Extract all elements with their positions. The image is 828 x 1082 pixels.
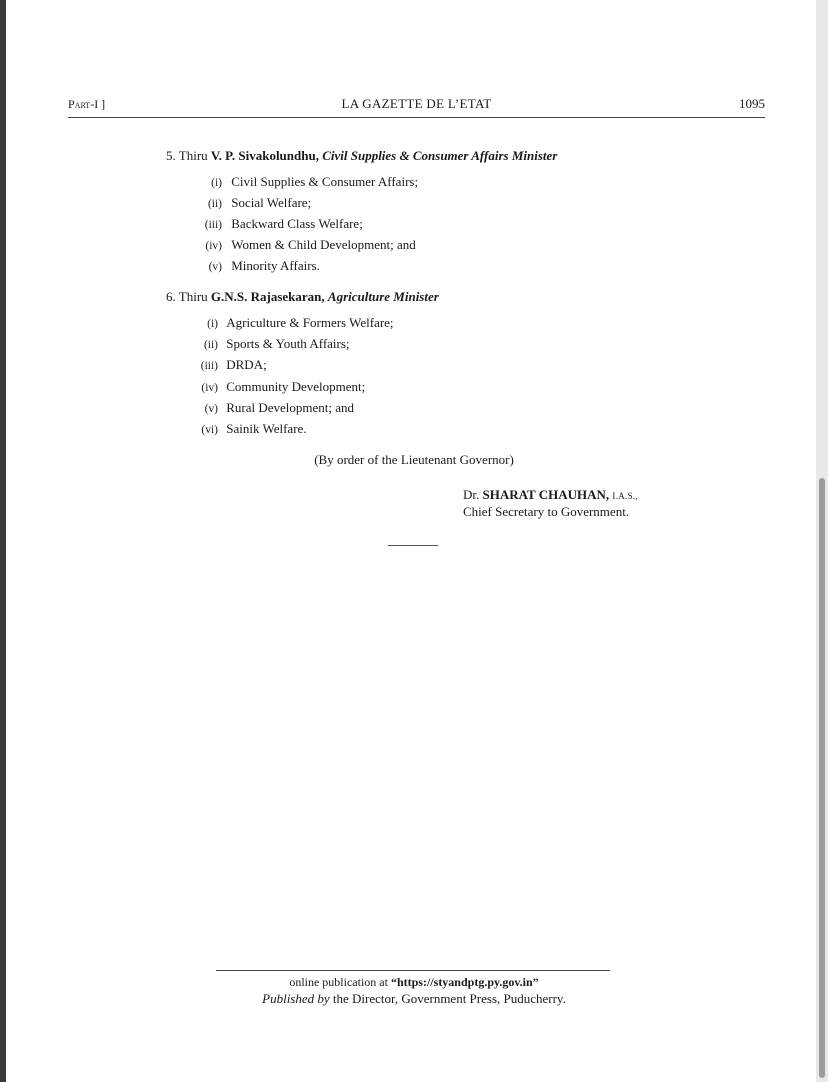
section-number: 6. <box>166 289 176 304</box>
item-number: (v) <box>208 261 222 273</box>
minister-role: Civil Supplies & Consumer Affairs Minister <box>322 148 558 163</box>
footer-divider <box>216 970 610 971</box>
minister-role: Agriculture Minister <box>327 289 439 304</box>
list-item <box>198 174 418 190</box>
item-number: (ii) <box>207 198 222 210</box>
section-6-heading <box>166 289 439 305</box>
section-5-heading <box>166 148 557 164</box>
item-text: DRDA; <box>226 357 267 372</box>
section-number: 5. <box>166 148 176 163</box>
item-number: (iv) <box>201 382 218 394</box>
item-text: Community Development; <box>226 379 366 394</box>
header-page-number: 1095 <box>739 96 765 111</box>
item-number: (iii) <box>200 360 218 372</box>
signature-title: Dr. <box>463 487 480 502</box>
header-part: Part-I ] <box>68 97 106 111</box>
header-title: LA GAZETTE DE L’ETAT <box>341 96 492 111</box>
page-header <box>68 95 765 118</box>
item-text: Sainik Welfare. <box>226 421 307 436</box>
item-number: (v) <box>204 403 218 415</box>
footer-online-prefix: online publication at <box>289 975 388 989</box>
item-text: Civil Supplies & Consumer Affairs; <box>231 174 419 189</box>
footer-publisher-name: the Director, Government Press, Puducherry. <box>332 991 566 1006</box>
minister-name: G.N.S. Rajasekaran, <box>210 289 325 304</box>
item-text: Social Welfare; <box>231 195 312 210</box>
footer-publisher <box>0 991 828 1007</box>
footer-published-by: Published by <box>262 991 330 1006</box>
item-text: Sports & Youth Affairs; <box>226 336 350 351</box>
section-divider <box>388 545 438 546</box>
item-number: (iv) <box>205 240 222 252</box>
footer-online-url: “https://styandptg.py.gov.in” <box>390 975 539 989</box>
list-item <box>198 258 320 274</box>
signature-designation: Chief Secretary to Government. <box>463 504 630 519</box>
list-item <box>196 400 354 416</box>
list-item <box>196 336 350 352</box>
scrollbar-track[interactable] <box>816 0 828 1082</box>
item-number: (ii) <box>203 339 218 351</box>
item-number: (i) <box>211 177 222 189</box>
footer-online-publication <box>0 975 828 990</box>
item-text: Agriculture & Formers Welfare; <box>226 315 394 330</box>
item-text: Women & Child Development; and <box>231 237 416 252</box>
list-item <box>198 237 416 253</box>
list-item <box>196 315 394 331</box>
section-prefix: Thiru <box>178 289 208 304</box>
list-item <box>196 421 307 437</box>
item-number: (iii) <box>204 219 222 231</box>
item-text: Rural Development; and <box>226 400 355 415</box>
list-item <box>198 195 311 211</box>
minister-name: V. P. Sivakolundhu, <box>210 148 319 163</box>
signature-name: SHARAT CHAUHAN, <box>482 487 610 502</box>
list-item <box>196 357 267 373</box>
item-text: Backward Class Welfare; <box>231 216 363 231</box>
list-item <box>198 216 363 232</box>
signature-suffix: I.A.S., <box>612 491 639 501</box>
signature-name-line <box>463 487 638 503</box>
item-number: (i) <box>207 318 218 330</box>
list-item <box>196 379 365 395</box>
order-line: (By order of the Lieutenant Governor) <box>314 452 514 467</box>
section-prefix: Thiru <box>178 148 208 163</box>
item-text: Minority Affairs. <box>231 258 320 273</box>
item-number: (vi) <box>201 424 218 436</box>
